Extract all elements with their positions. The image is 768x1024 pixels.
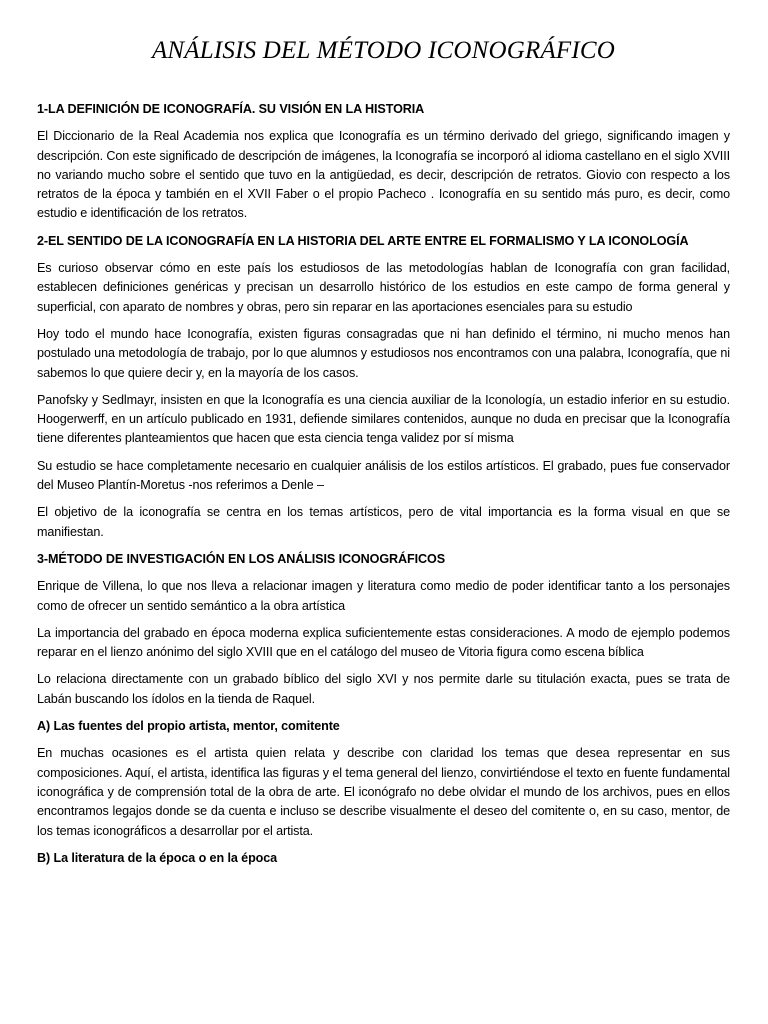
spacer	[37, 736, 730, 744]
paragraph: El objetivo de la iconografía se centra en los temas artísticos, pero de vital importancia es la forma visual en que se manifiestan.	[37, 505, 730, 539]
spacer	[37, 495, 730, 503]
spacer	[37, 251, 730, 259]
spacer	[37, 383, 730, 391]
spacer	[37, 449, 730, 457]
paragraph: Enrique de Villena, lo que nos lleva a relacionar imagen y literatura como medio de poder identificar tanto a los personajes como de ofrecer un sentido semántico a la obra artística	[37, 579, 730, 613]
spacer	[37, 542, 730, 550]
spacer	[37, 569, 730, 577]
spacer	[37, 317, 730, 325]
document-title: ANÁLISIS DEL MÉTODO ICONOGRÁFICO	[151, 37, 616, 64]
paragraph: El Diccionario de la Real Academia nos explica que Iconografía es un término derivado del griego, significando imagen y descripción. Con este significado de descripción de imágenes, la Iconografía se incorporó al idioma castellano en el siglo XVIII no variando mucho sobre el sentido que tuvo en la antigüedad, es decir, descripción de retratos. Giovio con respecto a los retratos de la época y también en el XVII Faber o el propio Pacheco . Iconografía en su sentido más puro, es decir, como estudio e identificación de los retratos.	[37, 129, 730, 221]
paragraph: En muchas ocasiones es el artista quien relata y describe con claridad los temas que desea representar en sus composiciones. Aquí, el artista, identifica las figuras y el tema general del lienzo, convirtiéndose el texto en fuente fundamental iconográfica y de comprensión total de la obra de arte. El iconógrafo no debe olvidar el mundo de los archivos, pues en ellos encontramos legajos donde se da cuenta e incluso se describe visualmente el deseo del comitente o, en su caso, mentor, de los temas iconográficos a desarrollar por el artista.	[37, 746, 730, 838]
paragraph: Su estudio se hace completamente necesario en cualquier análisis de los estilos artísticos. El grabado, pues fue conservador del Museo Plantín-Moretus -nos referimos a Denle –	[37, 458, 730, 493]
section-heading-1: 1-LA DEFINICIÓN DE ICONOGRAFÍA. SU VISIÓN EN LA HISTORIA	[37, 102, 425, 116]
spacer	[37, 709, 730, 717]
spacer	[37, 616, 730, 624]
subsection-heading-b: B) La literatura de la época o en la época	[37, 850, 278, 865]
subsection-heading-a: A) Las fuentes del propio artista, mentor, comitente	[37, 719, 340, 734]
spacer	[37, 119, 730, 127]
section-heading-2: 2-EL SENTIDO DE LA ICONOGRAFÍA EN LA HISTORIA DEL ARTE ENTRE EL FORMALISMO Y LA ICONOLOGÍA	[37, 233, 689, 248]
paragraph: Panofsky y Sedlmayr, insisten en que la Iconografía es una ciencia auxiliar de la Iconología, un estadio inferior en su estudio. Hoogerwerff, en un artículo publicado en 1931, defiende similares contenidos, aunque no duda en precisar que la Iconografía tiene diferentes planteamientos que hacen que esta ciencia tenga validez por sí misma	[37, 392, 730, 446]
spacer	[37, 662, 730, 670]
spacer	[37, 841, 730, 849]
document-page	[37, 0, 730, 1024]
spacer	[37, 224, 730, 232]
paragraph: Hoy todo el mundo hace Iconografía, existen figuras consagradas que ni han definido el término, ni mucho menos han postulado una metodología de trabajo, por lo que alumnos y estudiosos nos encontramos con una palabra, Iconografía, que ni sabemos lo que quiere decir y, en la mayoría de los casos.	[37, 326, 730, 380]
section-heading-3: 3-MÉTODO DE INVESTIGACIÓN EN LOS ANÁLISIS ICONOGRÁFICOS	[37, 551, 446, 566]
title-spacer	[37, 66, 730, 100]
paragraph: Lo relaciona directamente con un grabado bíblico del siglo XVI y nos permite darle su titulación exacta, pues se trata de Labán buscando los ídolos en la tienda de Raquel.	[37, 672, 730, 706]
paragraph: La importancia del grabado en época moderna explica suficientemente estas consideraciones. A modo de ejemplo podemos reparar en el lienzo anónimo del siglo XVIII que en el catálogo del museo de Vitoria figura como escena bíblica	[37, 625, 730, 660]
paragraph: Es curioso observar cómo en este país los estudiosos de las metodologías hablan de Iconografía con gran facilidad, establecen definiciones genéricas y precisan un desarrollo histórico de los estudios en este campo de forma general y superficial, con aparato de nombres y obras, pero sin reparar en las aportaciones esenciales para su estudio	[37, 261, 730, 314]
